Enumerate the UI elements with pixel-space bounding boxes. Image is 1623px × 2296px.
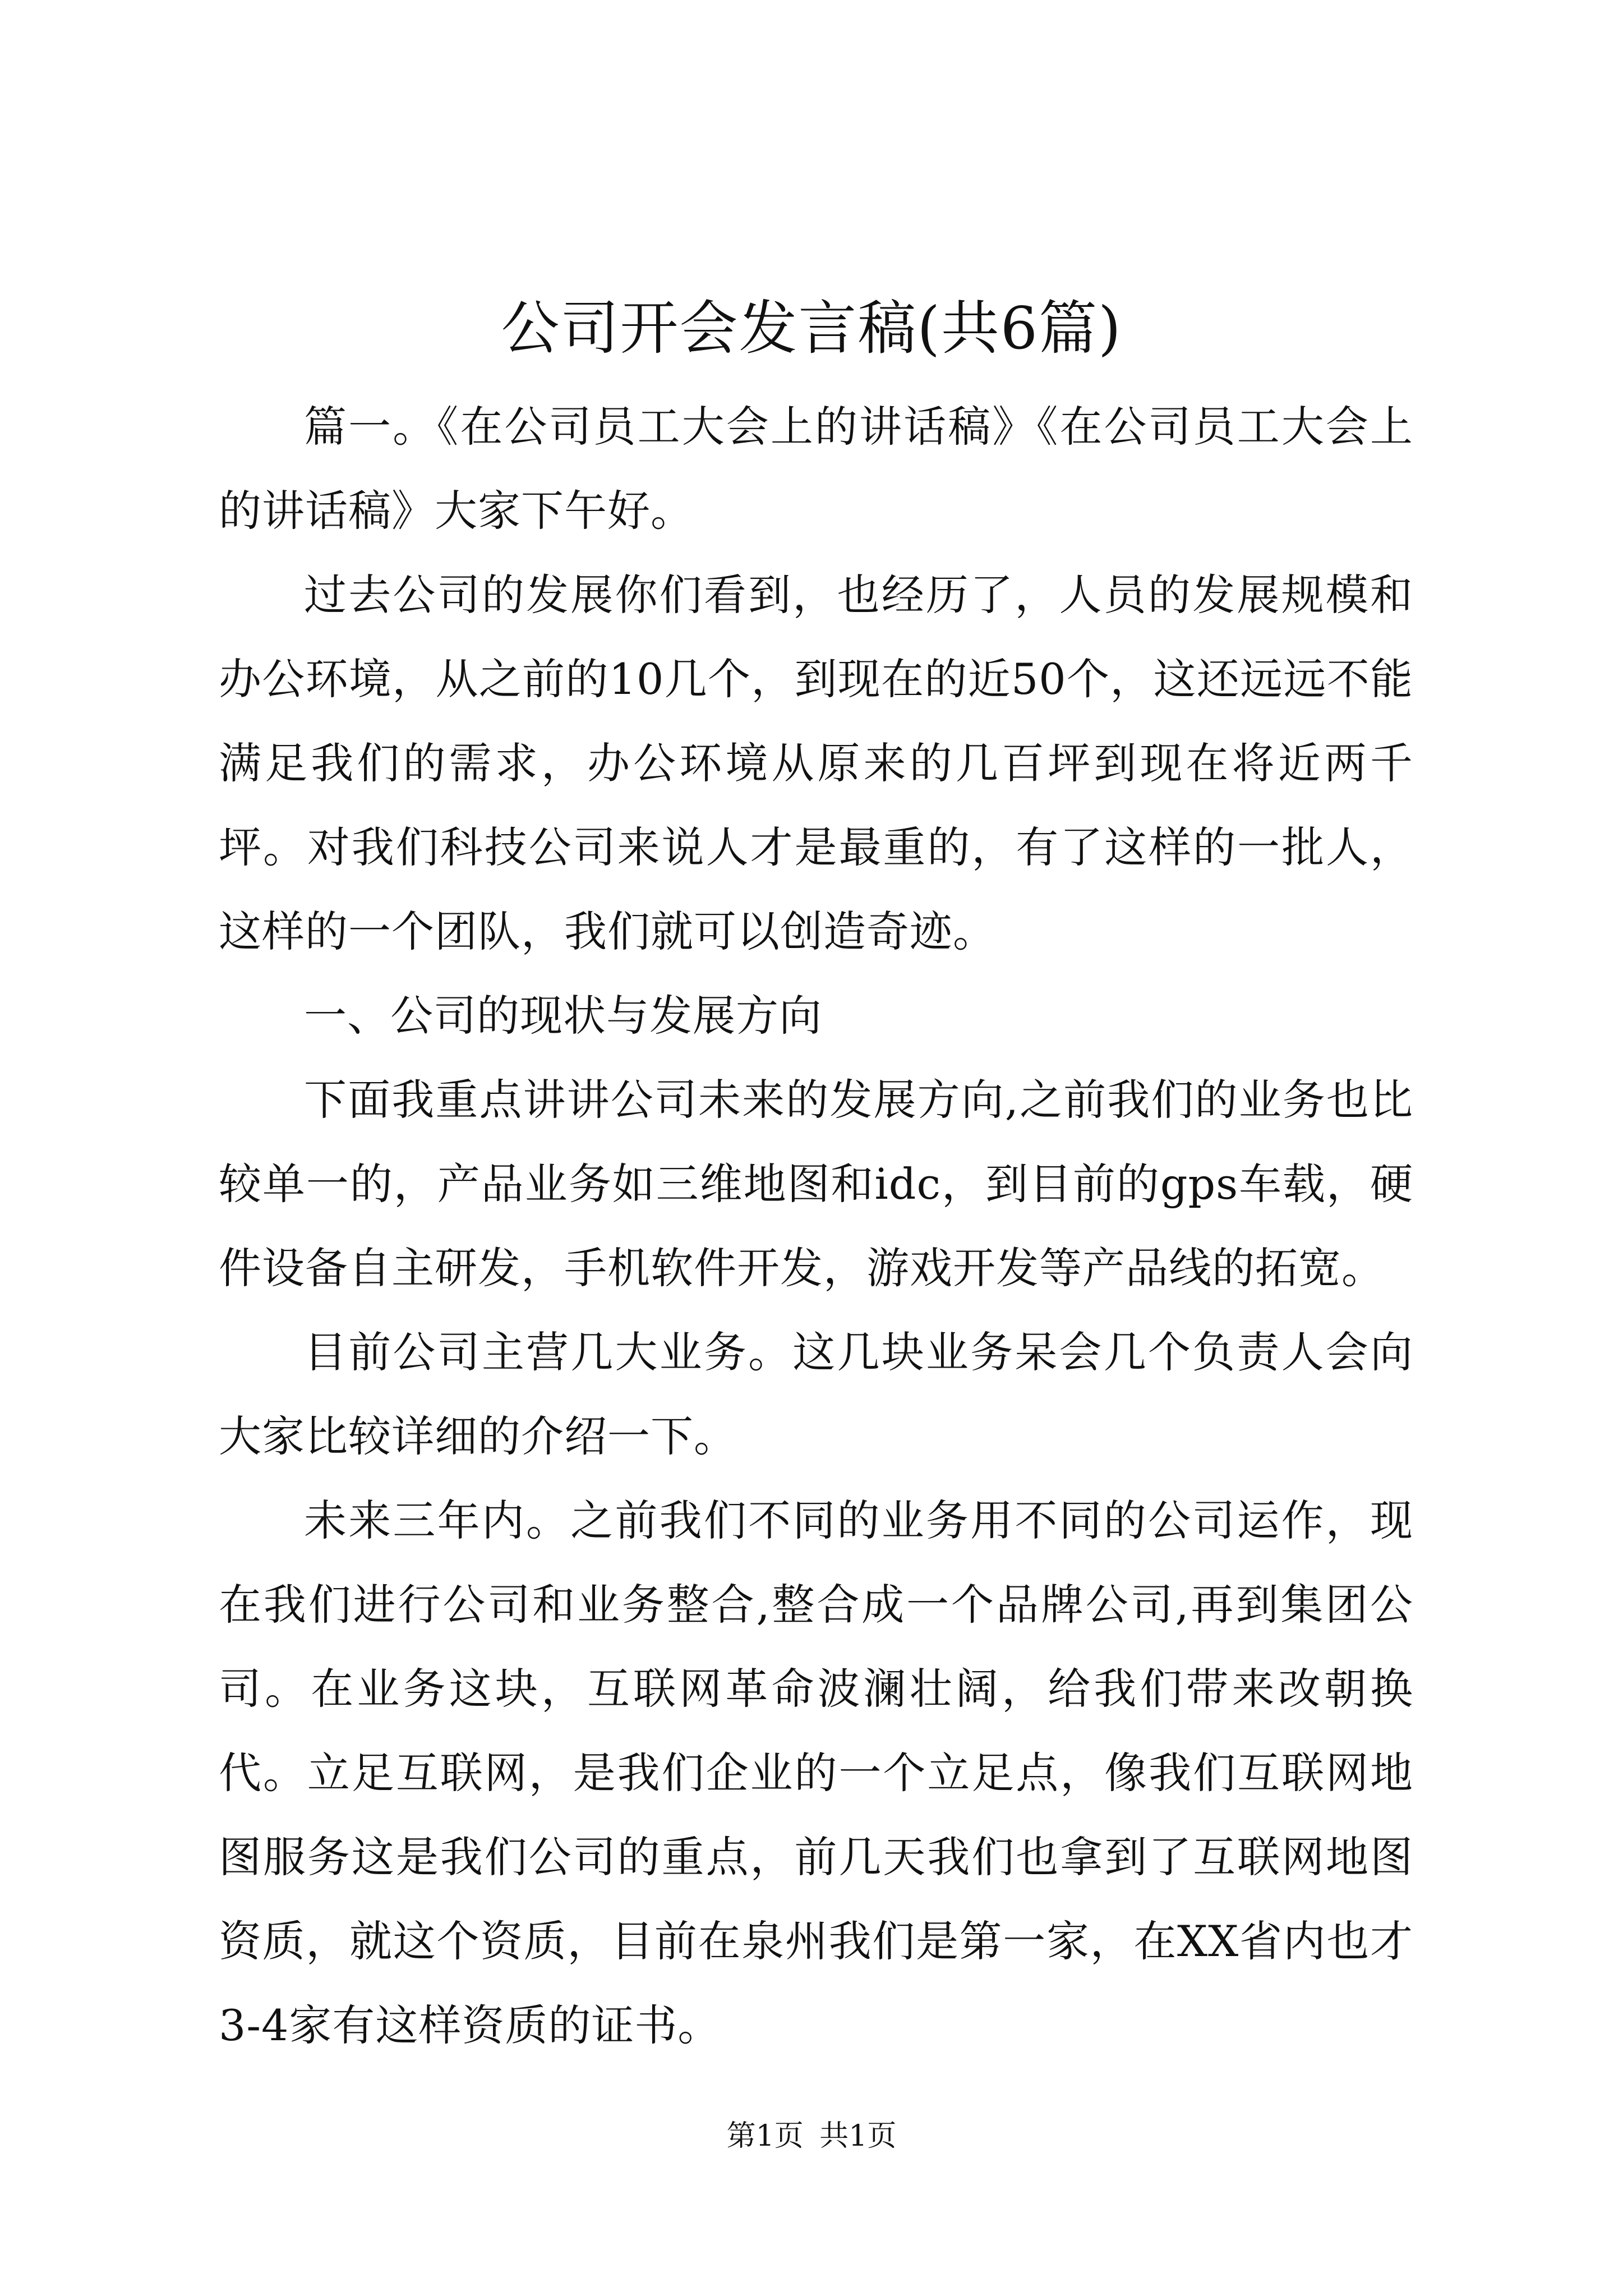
paragraph-three-year-plan: 未来三年内。之前我们不同的业务用不同的公司运作，现在我们进行公司和业务整合,整合成一个品牌公司,再到集团公司。在业务这块，互联网革命波澜壮阔，给我们带来改朝换代。立足互联网，是我们企业的一个立足点，像我们互联网地图服务这是我们公司的重点，前几天我们也拿到了互联网地图资质，就这个资质，目前在泉州我们是第一家，在XX省内也才3-4家有这样资质的证书。 — [219, 1496, 1413, 2050]
paragraph-future-direction: 下面我重点讲讲公司未来的发展方向,之前我们的业务也比较单一的，产品业务如三维地图和idc，到目前的gps车载，硬件设备自主研发，手机软件开发，游戏开发等产品线的拓宽。 — [219, 1075, 1413, 1293]
paragraph-intro: 篇一。《在公司员工大会上的讲话稿》《在公司员工大会上的讲话稿》大家下午好。 — [219, 402, 1413, 536]
page-footer — [0, 2114, 1623, 2159]
paragraph-past-development: 过去公司的发展你们看到，也经历了，人员的发展规模和办公环境，从之前的10几个，到现在的近50个，这还远远不能满足我们的需求，办公环境从原来的几百坪到现在将近两千坪。对我们科技公司来说人才是最重的，有了这样的一批人，这样的一个团队，我们就可以创造奇迹。 — [219, 570, 1413, 956]
document-title: 公司开会发言稿(共6篇) — [501, 294, 1122, 362]
document-body — [219, 385, 1413, 2068]
paragraph-main-business: 目前公司主营几大业务。这几块业务呆会几个负责人会向大家比较详细的介绍一下。 — [219, 1327, 1413, 1461]
page-number: 第1页 — [726, 2119, 804, 2153]
section-heading-status: 一、公司的现状与发展方向 — [304, 991, 822, 1041]
page-count: 共1页 — [819, 2119, 897, 2153]
